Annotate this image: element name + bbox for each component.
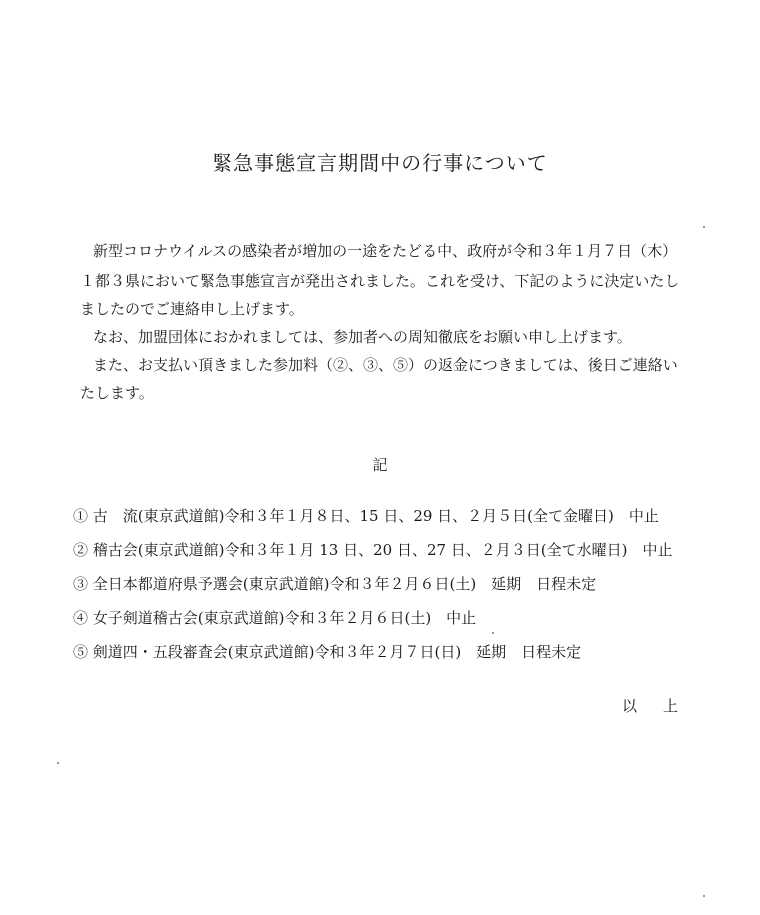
scan-speck: [492, 632, 494, 634]
closing-mark: 以上: [622, 697, 705, 715]
paragraph-line-3: ましたのでご連絡申し上げます。: [80, 300, 304, 318]
event-item-5: ⑤ 剣道四・五段審査会(東京武道館)令和３年２月７日(日) 延期 日程未定: [73, 643, 582, 661]
document-title: 緊急事態宣言期間中の行事について: [212, 151, 548, 175]
paragraph-line-6: たします。: [80, 384, 154, 402]
paragraph-line-1: 新型コロナウイルスの感染者が増加の一途をたどる中、政府が令和３年１月７日（木）: [78, 242, 678, 260]
paragraph-line-5: また、お支払い頂きました参加料（②、③、⑤）の返金につきましては、後日ご連絡い: [78, 356, 678, 374]
event-item-1: ① 古 流(東京武道館)令和３年１月８日、15 日、29 日、２月５日(全て金曜日) 中止: [73, 507, 659, 525]
event-item-2: ② 稽古会(東京武道館)令和３年１月 13 日、20 日、27 日、２月３日(全て水曜日) 中止: [73, 541, 673, 559]
paragraph-line-2: １都３県において緊急事態宣言が発出されました。これを受け、下記のように決定いたし: [80, 272, 680, 290]
ki-heading: 記: [372, 456, 388, 474]
scan-speck: [703, 895, 705, 897]
scan-speck: [703, 226, 705, 228]
paragraph-line-4: なお、加盟団体におかれましては、参加者への周知徹底をお願い申し上げます。: [78, 328, 632, 346]
event-item-4: ④ 女子剣道稽古会(東京武道館)令和３年２月６日(土) 中止: [73, 609, 477, 627]
event-item-3: ③ 全日本都道府県予選会(東京武道館)令和３年２月６日(土) 延期 日程未定: [73, 575, 597, 593]
scan-speck: [57, 762, 59, 764]
